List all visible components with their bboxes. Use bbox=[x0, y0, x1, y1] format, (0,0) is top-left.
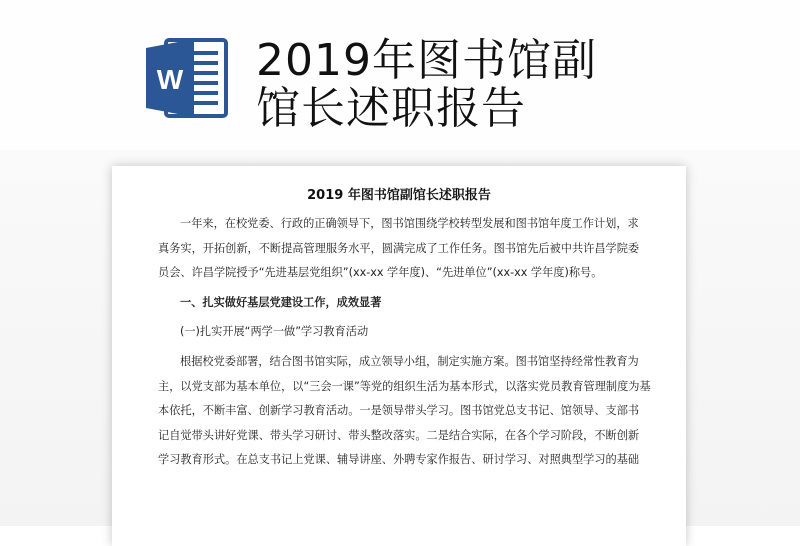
paragraph-line: 主，以党支部为基本单位，以“三会一课”等党的组织生活为基本形式，以落实党员教育管理制度为基 bbox=[158, 379, 651, 393]
header-title-line-1: 2019年图书馆副 bbox=[256, 35, 597, 86]
header-banner bbox=[0, 0, 800, 150]
paragraph-line: 根据校党委部署，结合图书馆实际，成立领导小组，制定实施方案。图书馆坚持经常性教育为 bbox=[180, 354, 639, 368]
document-page bbox=[112, 166, 686, 546]
paragraph-line: 记自觉带头讲好党课、带头学习研讨、带头整改落实。二是结合实际，在各个学习阶段，不断创新 bbox=[158, 428, 640, 442]
paragraph-line: 真务实，开拓创新，不断提高管理服务水平，圆满完成了工作任务。图书馆先后被中共许昌学院委 bbox=[158, 241, 640, 255]
paragraph-line: 学习教育形式。在总支书记上党课、辅导讲座、外聘专家作报告、研讨学习、对照典型学习的基础 bbox=[158, 453, 640, 467]
paragraph-line: 员会、许昌学院授予“先进基层党组织”(xx-xx 学年度)、“先进单位”(xx-xx 学年度)称号。 bbox=[158, 266, 603, 280]
subsection-heading: (一)扎实开展“两学一做”学习教育活动 bbox=[180, 325, 369, 339]
paragraph-line: 本依托，不断丰富、创新学习教育活动。一是领导带头学习。图书馆党总支书记、馆领导、支部书 bbox=[158, 404, 640, 418]
word-icon-letter: W bbox=[156, 64, 184, 95]
header-title-line-2: 馆长述职报告 bbox=[256, 83, 526, 134]
document-body bbox=[158, 212, 656, 473]
paragraph-line: 一年来，在校党委、行政的正确领导下，图书馆围绕学校转型发展和图书馆年度工作计划，求 bbox=[180, 217, 639, 230]
section-heading: 一、扎实做好基层党建设工作，成效显著 bbox=[180, 295, 382, 309]
document-title: 2019 年图书馆副馆长述职报告 bbox=[307, 188, 491, 203]
word-document-icon bbox=[144, 36, 230, 120]
